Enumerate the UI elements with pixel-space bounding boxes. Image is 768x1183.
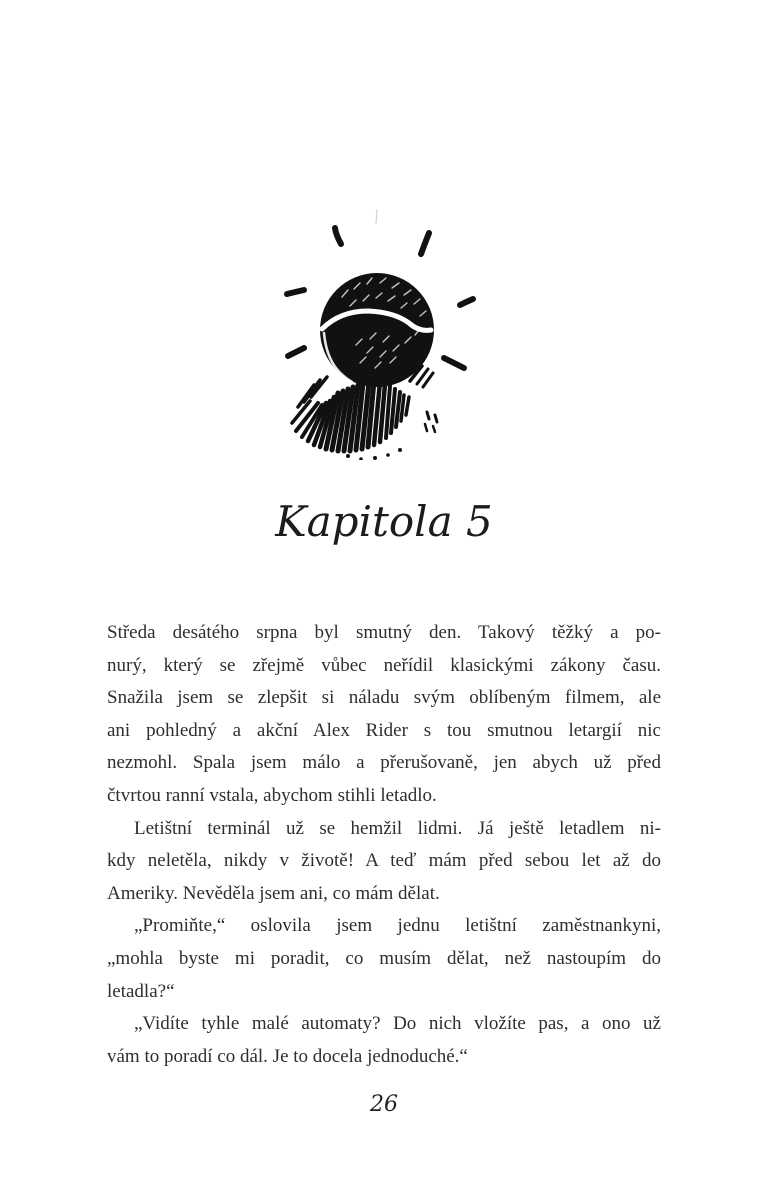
text-line: „Vidíte tyhle malé automaty? Do nich vložíte pas, a ono už bbox=[134, 1013, 661, 1035]
text-line: Letištní terminál už se hemžil lidmi. Já ještě letadlem ni- bbox=[134, 817, 661, 839]
text-line: nurý, který se zřejmě vůbec neřídil klasickými zákony času. bbox=[107, 654, 661, 676]
text-line: vám to poradí co dál. Je to docela jednoduché.“ bbox=[107, 1045, 468, 1067]
body-text bbox=[107, 617, 661, 1073]
text-line: „mohla byste mi poradit, co musím dělat, než nastoupím do bbox=[107, 947, 661, 969]
text-line: „Promiňte,“ oslovila jsem jednu letištní zaměstnankyni, bbox=[134, 915, 661, 937]
chapter-title: Kapitola 5 bbox=[275, 497, 493, 546]
text-line: kdy neletěla, nikdy v životě! A teď mám před sebou let až do bbox=[107, 850, 661, 872]
text-line: letadla?“ bbox=[107, 980, 175, 1002]
tennis-ball-illustration bbox=[270, 205, 502, 460]
text-line: čtvrtou ranní vstala, abychom stihli letadlo. bbox=[107, 784, 437, 806]
text-line: Ameriky. Nevěděla jsem ani, co mám dělat. bbox=[107, 882, 440, 904]
text-line: Středa desátého srpna byl smutný den. Takový těžký a po- bbox=[107, 622, 661, 643]
text-line: nezmohl. Spala jsem málo a přerušovaně, jen abych už před bbox=[107, 752, 661, 774]
page-number: 26 bbox=[370, 1092, 398, 1117]
text-line: ani pohledný a akční Alex Rider s tou smutnou letargií nic bbox=[107, 719, 661, 741]
text-line: Snažila jsem se zlepšit si náladu svým oblíbeným filmem, ale bbox=[107, 687, 661, 709]
